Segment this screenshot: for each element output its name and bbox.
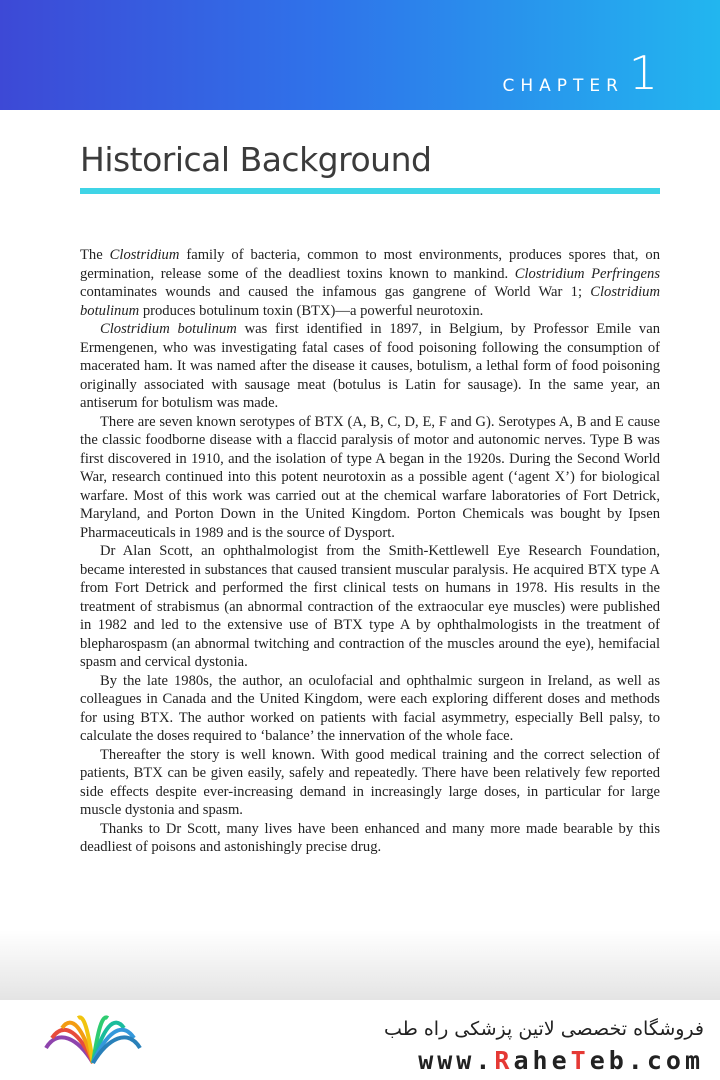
url-accent-2: T bbox=[570, 1046, 590, 1075]
footer-shade bbox=[0, 930, 720, 1000]
chapter-label: CHAPTER bbox=[502, 76, 624, 96]
text-run: By the late 1980s, the author, an oculofacial and ophthalmic surgeon in Ireland, as well as colleagues in Canada and the United Kingdom, were each exploring different doses and methods for using BTX. The author worked on patients with facial asymmetry, especially Bell palsy, to calculate the doses required to ‘balance’ the innervation of the whole face. bbox=[80, 672, 660, 744]
italic-term: Clostridium botulinum bbox=[80, 284, 660, 319]
text-run: Thanks to Dr Scott, many lives have been enhanced and many more made bearable by this deadliest of poisons and astonishingly precise drug. bbox=[80, 820, 660, 855]
title-underline bbox=[80, 188, 660, 194]
body-paragraph bbox=[80, 746, 660, 820]
url-suffix: eb.com bbox=[589, 1046, 704, 1075]
italic-term: Clostridium Perfringens bbox=[514, 265, 661, 282]
body-paragraph bbox=[80, 820, 660, 857]
page-title: Historical Background bbox=[80, 140, 432, 179]
text-run: There are seven known serotypes of BTX (A, B, C, D, E, F and G). Serotypes A, B and E cause the classic foodborne disease with a flaccid paralysis of motor and autonomic nerves. Type B was first discovered in 1910, and the isolation of type A began in the 1920s. During the Second World War, research continued into this potent neurotoxin as a possible agent (‘agent X’) for biological warfare. Most of this work was carried out at the chemical warfare laboratories of Fort Detrick, Maryland, and Porton Down in the United Kingdom. Porton Chemicals was bought by Ipsen Pharmaceuticals in 1989 and is the source of Dysport. bbox=[80, 413, 660, 541]
body-paragraph bbox=[80, 246, 660, 320]
body-paragraph bbox=[80, 413, 660, 543]
italic-term: Clostridium bbox=[109, 247, 180, 263]
store-name: فروشگاه تخصصی لاتین پزشکی راه طب bbox=[384, 1018, 704, 1040]
text-run: contaminates wounds and caused the infamous gas gangrene of World War 1; bbox=[80, 284, 591, 300]
italic-term: Clostridium botulinum bbox=[100, 321, 237, 337]
url-accent: R bbox=[494, 1046, 514, 1075]
text-run: Dr Alan Scott, an ophthalmologist from the Smith-Kettlewell Eye Research Foundation, became interested in substances that caused transient muscular paralysis. He acquired BTX type A from Fort Detrick and performed the first clinical tests on humans in 1978. His results in the treatment of strabismus (an abnormal contraction of the extraocular eye muscles) were published in 1982 and led to the extensive use of BTX type A by ophthalmologists in the treatment of blepharospasm (an abnormal twitching and contraction of the muscles around the eye), hemifacial spasm and cervical dystonia. bbox=[80, 543, 660, 670]
body-paragraph bbox=[80, 320, 660, 413]
text-run: Thereafter the story is well known. With good medical training and the correct selection of patients, BTX can be given easily, safely and repeatedly. There have been relatively few reported side effects despite ever-increasing demand in increasingly large doses, in particular for large muscle dystonia and spasm. bbox=[80, 746, 660, 818]
chapter-banner bbox=[0, 0, 720, 110]
footer bbox=[0, 1000, 720, 1080]
body-text bbox=[80, 246, 660, 857]
text-run: was first identified in 1897, in Belgium, by Professor Emile van Ermengenen, who was investigating fatal cases of food poisoning following the consumption of macerated ham. It was named after the disease it causes, botulism, a lethal form of food poisoning originally associated with sausage meat (botulus is Latin for sausage). In the same year, an antiserum for botulism was made. bbox=[80, 321, 660, 411]
body-paragraph bbox=[80, 542, 660, 672]
url-mid: ahe bbox=[513, 1046, 571, 1075]
text-run: family of bacteria, common to most environments, produces spores that, on germination, release some of the deadliest toxins known to mankind. bbox=[80, 247, 660, 282]
body-paragraph bbox=[80, 672, 660, 746]
chapter-number: 1 bbox=[628, 46, 658, 100]
text-run: The bbox=[80, 247, 110, 263]
url-prefix: www. bbox=[418, 1046, 495, 1075]
text-run: produces botulinum toxin (BTX)—a powerful neurotoxin. bbox=[139, 302, 484, 319]
store-url[interactable] bbox=[418, 1046, 704, 1075]
open-book-logo-icon bbox=[38, 1008, 148, 1068]
